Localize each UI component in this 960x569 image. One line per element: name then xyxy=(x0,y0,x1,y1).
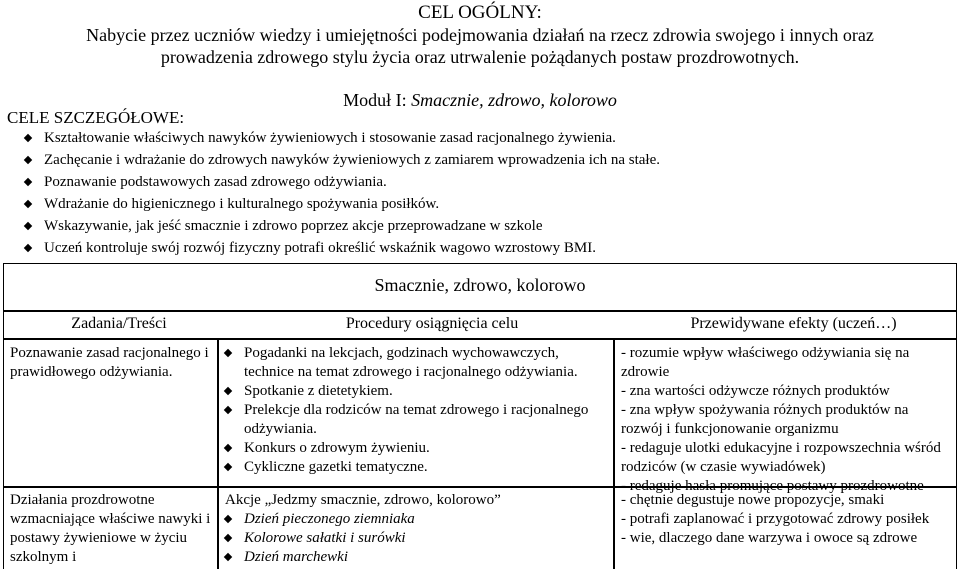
bullet-diamond-icon xyxy=(224,387,232,395)
table-row-1-procedures-cell xyxy=(218,339,614,487)
general-goal-line-1: Nabycie przez uczniów wiedzy i umiejętności podejmowania działań na rzecz zdrowia swojego i innych oraz xyxy=(86,25,874,45)
bullet-diamond-icon xyxy=(224,463,232,471)
module-name: Smacznie, zdrowo, kolorowo xyxy=(411,90,617,110)
objective-item: Uczeń kontroluje swój rozwój fizyczny potrafi określić wskaźnik wagowo wzrostowy BMI. xyxy=(22,237,952,259)
table-title-box xyxy=(3,263,957,311)
bullet-diamond-icon xyxy=(24,243,32,251)
table-row-1-task-cell xyxy=(3,339,218,487)
table-header-row xyxy=(3,311,957,339)
bullet-diamond-icon xyxy=(224,444,232,452)
effect-item: - chętnie degustuje nowe propozycje, smaki xyxy=(621,492,885,508)
procedure-intro: Akcje „Jedzmy smacznie, zdrowo, kolorowo” xyxy=(225,492,501,508)
general-goal-title: CEL OGÓLNY: xyxy=(418,2,542,23)
table-row-1-effects-cell xyxy=(614,339,957,494)
effect-item: - redaguje ulotki edukacyjne i rozpowszechnia wśród rodziców (w czasie wywiadówek) xyxy=(621,440,941,475)
bullet-diamond-icon xyxy=(24,155,32,163)
effect-item: - redaguje hasła promujące postawy prozdrowotne xyxy=(621,478,924,494)
objective-item: Kształtowanie właściwych nawyków żywieniowych i stosowanie zasad racjonalnego żywienia. xyxy=(22,127,952,149)
bullet-diamond-icon xyxy=(224,515,232,523)
bullet-diamond-icon xyxy=(224,553,232,561)
bullet-diamond-icon xyxy=(224,534,232,542)
task-text: Poznawanie zasad racjonalnego i prawidłowego odżywiania. xyxy=(10,345,209,380)
table-row-2-task-cell xyxy=(3,487,218,569)
module-prefix: Moduł I: xyxy=(343,90,412,110)
effect-item: - zna wpływ spożywania różnych produktów na rozwój i funkcjonowanie organizmu xyxy=(621,402,909,437)
effect-item: - potrafi zaplanować i przygotować zdrowy posiłek xyxy=(621,511,930,527)
objective-item: Poznawanie podstawowych zasad zdrowego odżywiania. xyxy=(22,171,952,193)
bullet-diamond-icon xyxy=(24,199,32,207)
procedure-item: Spotkanie z dietetykiem. xyxy=(225,382,607,401)
specific-goals-heading: CELE SZCZEGÓŁOWE: xyxy=(7,108,185,127)
objective-item: Wskazywanie, jak jeść smacznie i zdrowo poprzez akcje przeprowadzane w szkole xyxy=(22,215,952,237)
procedure-item: Prelekcje dla rodziców na temat zdrowego i racjonalnego odżywiania. xyxy=(225,401,607,439)
procedure-item: Dzień marchewki xyxy=(225,548,607,567)
column-header-effects: Przewidywane efekty (uczeń…) xyxy=(690,315,897,332)
bullet-diamond-icon xyxy=(24,221,32,229)
task-text: Działania prozdrowotne wzmacniające właściwe nawyki i postawy żywieniowe w życiu szkolnym i xyxy=(10,492,211,565)
procedure-item: Konkurs o zdrowym żywieniu. xyxy=(225,439,607,458)
effect-item: - rozumie wpływ właściwego odżywiania się na zdrowie xyxy=(621,345,910,380)
effect-item: - zna wartości odżywcze różnych produktów xyxy=(621,383,890,399)
column-header-procedures: Procedury osiągnięcia celu xyxy=(345,315,519,332)
objective-item: Zachęcanie i wdrażanie do zdrowych nawyków żywieniowych z zamiarem wprowadzenia ich na stałe. xyxy=(22,149,952,171)
procedure-item: Cykliczne gazetki tematyczne. xyxy=(225,458,607,477)
procedure-item: Dzień pieczonego ziemniaka xyxy=(225,510,607,529)
effect-item: - wie, dlaczego dane warzywa i owoce są zdrowe xyxy=(621,530,918,546)
objective-item: Wdrażanie do higienicznego i kulturalnego spożywania posiłków. xyxy=(22,193,952,215)
column-header-tasks: Zadania/Treści xyxy=(71,315,167,332)
bullet-diamond-icon xyxy=(24,177,32,185)
bullet-diamond-icon xyxy=(24,133,32,141)
general-goal-line-2: prowadzenia zdrowego stylu życia oraz utrwalenie pożądanych postaw prozdrowotnych. xyxy=(160,47,800,67)
bullet-diamond-icon xyxy=(224,406,232,414)
objectives-list xyxy=(22,127,952,259)
table-row-2-effects-cell xyxy=(614,487,957,569)
table-row-2-procedures-cell xyxy=(218,487,614,569)
bullet-diamond-icon xyxy=(224,349,232,357)
procedure-item: Kolorowe sałatki i surówki xyxy=(225,529,607,548)
procedure-item: Pogadanki na lekcjach, godzinach wychowawczych, technice na temat zdrowego i racjonalnego odżywiania. xyxy=(225,344,607,382)
table-title: Smacznie, zdrowo, kolorowo xyxy=(374,275,586,295)
